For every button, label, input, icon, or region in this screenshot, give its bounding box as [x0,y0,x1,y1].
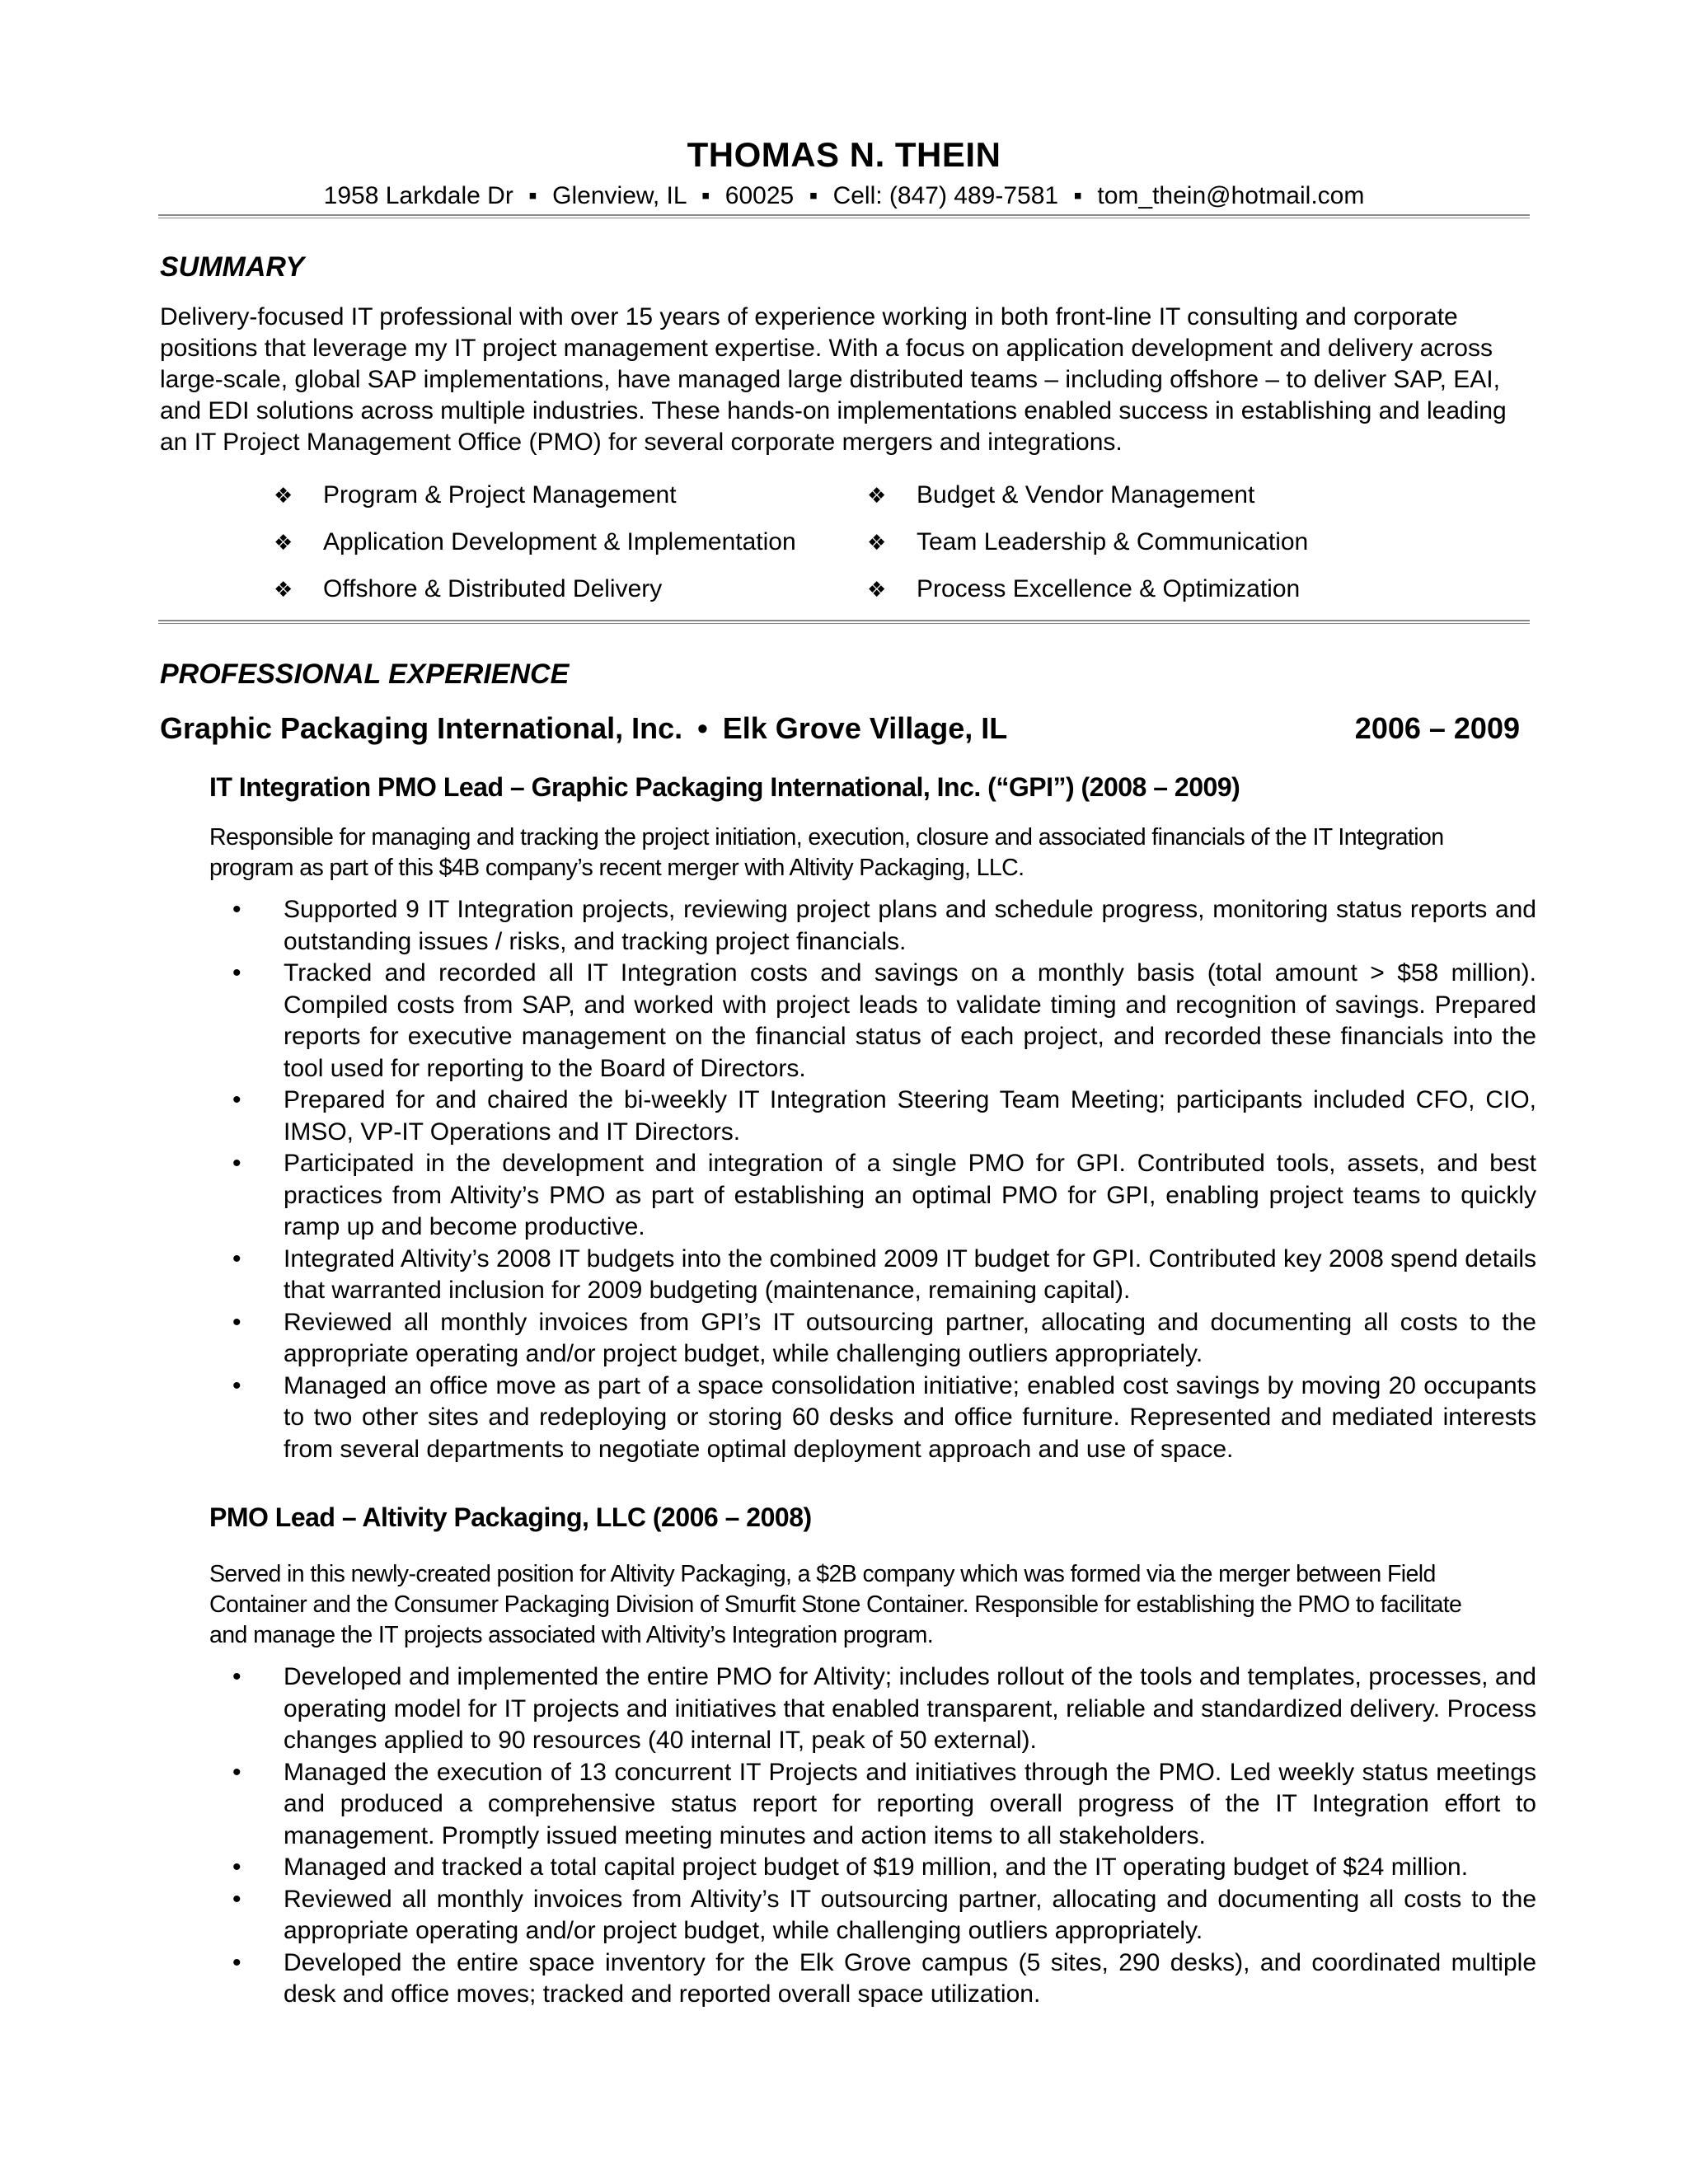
skill-label: Process Excellence & Optimization [917,574,1301,602]
cell-phone: Cell: (847) 489-7581 [832,182,1059,209]
list-item [232,894,1536,958]
list-item [232,1852,1536,1884]
bullet-dot-icon: • [232,1308,241,1336]
bullet-dot-icon: • [232,1244,241,1272]
bullet-text: Developed the entire space inventory for the Elk Grove campus (5 sites, 290 desks), and coordinated multiple desk and office moves; tracked and reported overall space utilization. [284,1948,1536,2008]
list-item [232,1661,1536,1757]
bullet-dot-icon: • [232,1086,241,1113]
email-address: tom_thein@hotmail.com [1097,182,1365,209]
bullet-text: Managed an office move as part of a space consolidation initiative; enabled cost savings by moving 20 occupants to two other sites and redeploying or storing 60 desks and office furniture. Represented and mediated interests from several departments to negotiate optimal deployment approach and use of space. [284,1371,1536,1463]
bullet-dot-icon: • [232,1854,241,1881]
list-item [232,1244,1536,1307]
company-name: Graphic Packaging International, Inc. [160,711,683,745]
diamond-bullet-icon: ❖ [274,529,293,555]
header-divider [158,214,1530,218]
diamond-bullet-icon: ❖ [867,482,887,508]
bullet-text: Prepared for and chaired the bi-weekly IT Integration Steering Team Meeting; participants included CFO, CIO, IMSO, VP-IT Operations and IT Directors. [284,1086,1536,1146]
skill-item [274,527,867,558]
resume-header [158,132,1530,213]
skills-row [274,471,1345,518]
separator-icon: ▪ [1073,182,1083,209]
skill-item [867,480,1254,511]
role-description: Responsible for managing and tracking the project initiation, execution, closure and associated financials of the IT Integration program as part of this $4B company’s recent merger with Altivity Packaging, LLC. [209,824,1444,881]
bullet-dot-icon: • [232,896,241,923]
zip-code: 60025 [724,182,795,209]
bullet-dot-icon: • [232,1663,241,1690]
summary-divider [158,620,1530,624]
bullet-text: Participated in the development and integration of a single PMO for GPI. Contributed tools, assets, and best practices from Altivity’s PMO as part of establishing an optimal PMO for GPI, enabling project teams to quickly ramp up and become productive. [284,1150,1536,1240]
role-title: IT Integration PMO Lead – Graphic Packaging International, Inc. (“GPI”) (2008 – 2009) [209,772,1240,802]
bullet-dot-icon: • [232,1948,241,1976]
company-dates: 2006 – 2009 [1354,711,1520,745]
bullet-text: Tracked and recorded all IT Integration costs and savings on a monthly basis (total amount > $58 million). Compiled costs from SAP, and worked with project leads to validate timing and recognition of savings. Prepared reports for executive management on the financial status of each project, and recorded these financials into the tool used for reporting to the Board of Directors. [284,959,1536,1082]
list-item [232,1757,1536,1853]
bullet-text: Developed and implemented the entire PMO for Altivity; includes rollout of the tools and templates, processes, and operating model for IT projects and initiatives that enabled transparent, reliable and standardized delivery. Process changes applied to 90 resources (40 internal IT, peak of 50 external). [284,1663,1536,1754]
bullet-text: Managed and tracked a total capital project budget of $19 million, and the IT operating budget of $24 million. [284,1854,1469,1881]
bullet-dot-icon: • [232,1758,241,1786]
list-item [232,1371,1536,1466]
skill-item [274,480,867,511]
skills-list [274,471,1345,612]
bullet-text: Reviewed all monthly invoices from GPI’s IT outsourcing partner, allocating and documenting all costs to the appropriate operating and/or project budget, while challenging outliers appropriately. [284,1308,1536,1367]
contact-line [158,180,1530,213]
skill-label: Offshore & Distributed Delivery [323,574,663,602]
summary-heading: SUMMARY [160,251,305,283]
company-location: Elk Grove Village, IL [722,711,1008,745]
city: Glenview, IL [552,182,687,209]
list-item [232,1307,1536,1371]
bullet-text: Managed the execution of 13 concurrent IT Projects and initiatives through the PMO. Led weekly status meetings and produced a comprehensive status report for reporting overall progress of the IT Integration effort to management. Promptly issued meeting minutes and action items to all stakeholders. [284,1758,1536,1849]
role-description: Served in this newly-created position for Altivity Packaging, a $2B company which was formed via the merger between Field Container and the Consumer Packaging Division of Smurfit Stone Container. Responsible for establishing the PMO to facilitate and manage the IT projects associated with Altivity’s Integration program. [209,1561,1462,1648]
list-item [232,1947,1536,2011]
role-bullets [232,1661,1536,2011]
separator-icon: ▪ [809,182,818,209]
skill-label: Program & Project Management [323,480,677,509]
skills-row [274,565,1345,612]
diamond-bullet-icon: ❖ [274,576,293,602]
bullet-dot-icon: • [232,1885,241,1913]
skill-item [867,527,1308,558]
company-line [160,709,1530,748]
bullet-dot-icon: • [232,959,241,987]
skill-item [274,574,867,605]
list-item [232,1884,1536,1947]
role-title: PMO Lead – Altivity Packaging, LLC (2006 – 2008) [209,1502,812,1532]
skill-label: Team Leadership & Communication [917,527,1309,555]
bullet-text: Integrated Altivity’s 2008 IT budgets into the combined 2009 IT budget for GPI. Contributed key 2008 spend details that warranted inclusion for 2009 budgeting (maintenance, remaining capital). [284,1244,1536,1304]
summary-text: Delivery-focused IT professional with over 15 years of experience working in both front-line IT consulting and corporate positions that leverage my IT project management expertise. With a focus on application development and delivery across large-scale, global SAP implementations, have managed large distributed teams – including offshore – to deliver SAP, EAI, and EDI solutions across multiple industries. These hands-on implementations enabled success in establishing and leading an IT Project Management Office (PMO) for several corporate mergers and integrations. [160,303,1507,456]
bullet-text: Supported 9 IT Integration projects, reviewing project plans and schedule progress, monitoring status reports and outstanding issues / risks, and tracking project financials. [284,896,1536,955]
candidate-name: THOMAS N. THEIN [687,135,1001,174]
diamond-bullet-icon: ❖ [867,576,887,602]
address: 1958 Larkdale Dr [323,182,513,209]
experience-heading: PROFESSIONAL EXPERIENCE [160,658,570,690]
separator-icon: ▪ [701,182,710,209]
skill-label: Budget & Vendor Management [917,480,1255,509]
skill-item [867,574,1300,605]
bullet-dot-icon: • [697,711,708,745]
skill-label: Application Development & Implementation [323,527,796,555]
separator-icon: ▪ [528,182,537,209]
bullet-dot-icon: • [232,1371,241,1399]
list-item [232,1148,1536,1244]
diamond-bullet-icon: ❖ [867,529,887,555]
diamond-bullet-icon: ❖ [274,482,293,508]
bullet-dot-icon: • [232,1150,241,1177]
list-item [232,958,1536,1085]
bullet-text: Reviewed all monthly invoices from Altivity’s IT outsourcing partner, allocating and documenting all costs to the appropriate operating and/or project budget, while challenging outliers appropriately. [284,1885,1536,1944]
skills-row [274,518,1345,565]
list-item [232,1085,1536,1148]
role-bullets [232,894,1536,1465]
